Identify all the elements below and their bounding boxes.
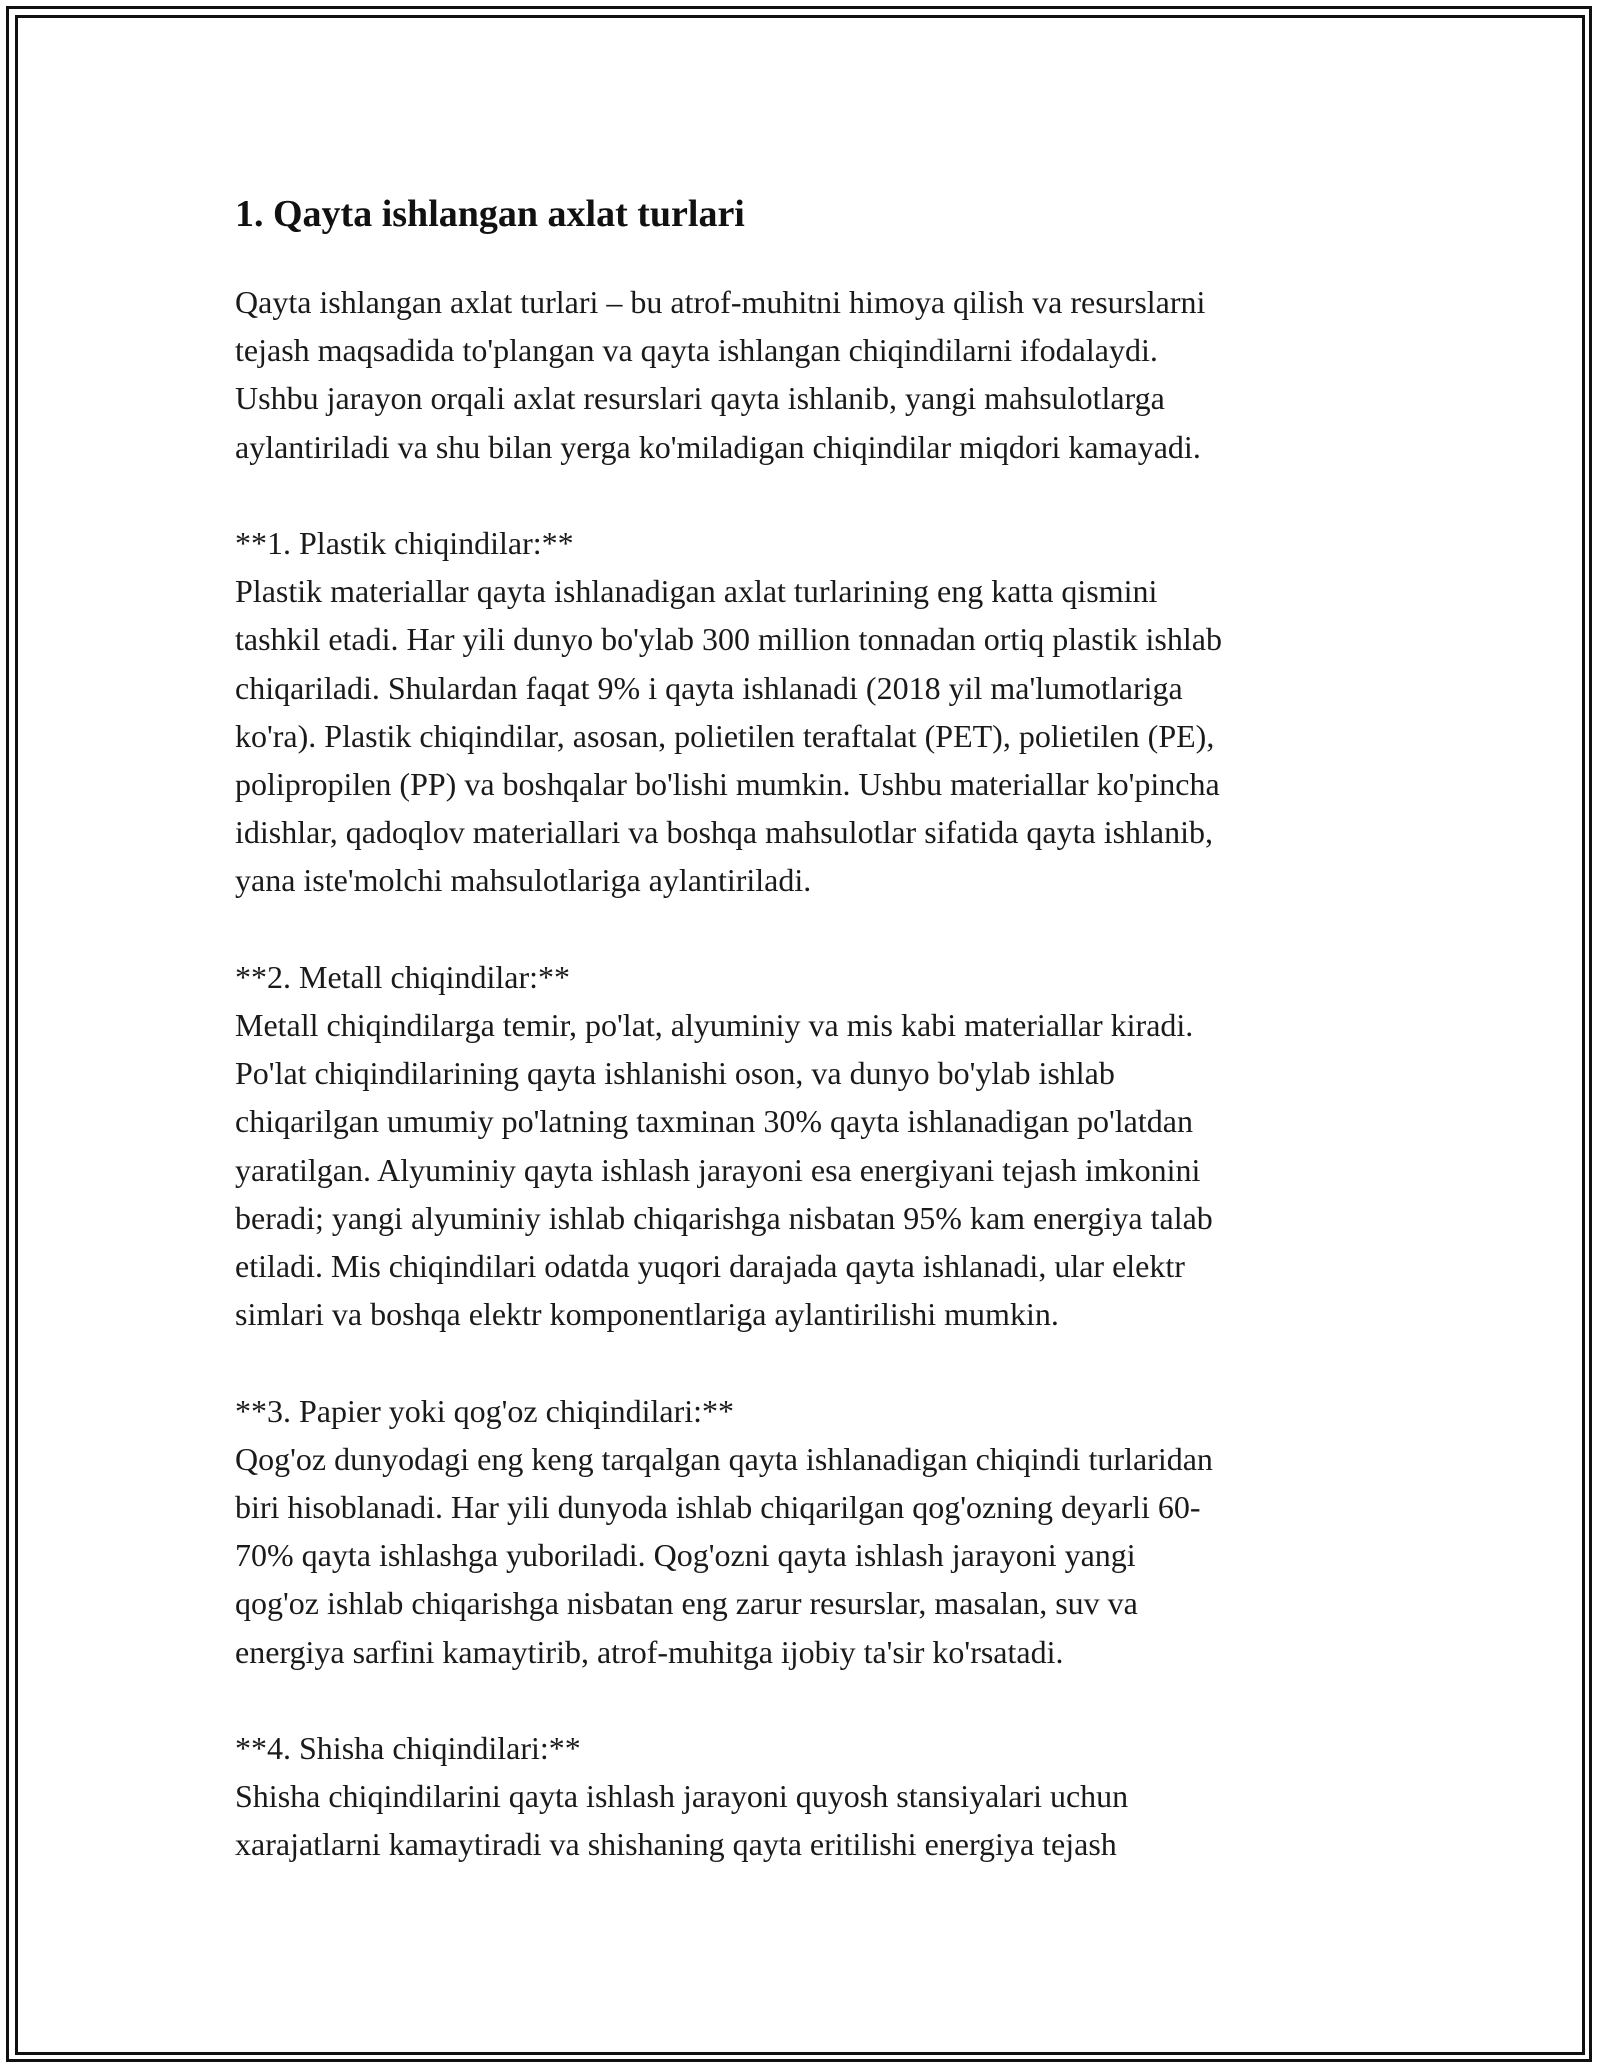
paragraph-gap [235, 905, 1385, 953]
paragraph-gap [235, 1676, 1385, 1724]
paragraph-gap [235, 471, 1385, 519]
section-line: yaratilgan. Alyuminiy qayta ishlash jarayoni esa energiyani tejash imkonini [235, 1151, 1201, 1188]
section-line: Metall chiqindilarga temir, po'lat, alyuminiy va mis kabi materiallar kiradi. [235, 1007, 1194, 1044]
section-line: Qog'oz dunyodagi eng keng tarqalgan qayta ishlanadigan chiqindi turlaridan [235, 1440, 1213, 1477]
section-line: yana iste'molchi mahsulotlariga aylantiriladi. [235, 862, 812, 899]
section-line: idishlar, qadoqlov materiallari va boshqa mahsulotlar sifatida qayta ishlanib, [235, 814, 1214, 851]
section-shisha [235, 1724, 1385, 1869]
section-line: 70% qayta ishlashga yuboriladi. Qog'ozni qayta ishlash jarayoni yangi [235, 1537, 1136, 1574]
section-line: chiqariladi. Shulardan faqat 9% i qayta ishlanadi (2018 yil ma'lumotlariga [235, 669, 1183, 706]
section-line: simlari va boshqa elektr komponentlariga aylantirilishi mumkin. [235, 1296, 1059, 1333]
paragraph-gap [235, 1338, 1385, 1386]
section-line: beradi; yangi alyuminiy ishlab chiqarishga nisbatan 95% kam energiya talab [235, 1199, 1213, 1236]
section-line: xarajatlarni kamaytiradi va shishaning qayta eritilishi energiya tejash [235, 1826, 1117, 1863]
section-plastik [235, 519, 1385, 905]
section-line: Plastik materiallar qayta ishlanadigan axlat turlarining eng katta qismini [235, 573, 1158, 610]
section-heading: **4. Shisha chiqindilari:** [235, 1730, 581, 1767]
section-line: energiya sarfini kamaytirib, atrof-muhitga ijobiy ta'sir ko'rsatadi. [235, 1633, 1064, 1670]
intro-line: aylantiriladi va shu bilan yerga ko'miladigan chiqindilar miqdori kamayadi. [235, 428, 1201, 465]
section-line: Shisha chiqindilarini qayta ishlash jarayoni quyosh stansiyalari uchun [235, 1778, 1129, 1815]
section-line: tashkil etadi. Har yili dunyo bo'ylab 300 million tonnadan ortiq plastik ishlab [235, 621, 1222, 658]
page-title: 1. Qayta ishlangan axlat turlari [235, 193, 745, 235]
section-line: biri hisoblanadi. Har yili dunyoda ishlab chiqarilgan qog'ozning deyarli 60- [235, 1489, 1201, 1526]
intro-line: Qayta ishlangan axlat turlari – bu atrof-muhitni himoya qilish va resurslarni [235, 284, 1206, 320]
section-heading: **3. Papier yoki qog'oz chiqindilari:** [235, 1392, 735, 1429]
section-line: etiladi. Mis chiqindilari odatda yuqori darajada qayta ishlanadi, ular elektr [235, 1248, 1185, 1285]
section-line: ko'ra). Plastik chiqindilar, asosan, polietilen teraftalat (PET), polietilen (PE), [235, 717, 1215, 754]
section-heading: **2. Metall chiqindilar:** [235, 958, 571, 995]
section-line: Po'lat chiqindilarining qayta ishlanishi oson, va dunyo bo'ylab ishlab [235, 1055, 1115, 1092]
section-line: polipropilen (PP) va boshqalar bo'lishi mumkin. Ushbu materiallar ko'pincha [235, 766, 1220, 803]
section-line: qog'oz ishlab chiqarishga nisbatan eng zarur resurslar, masalan, suv va [235, 1585, 1138, 1622]
document-body [235, 186, 1385, 1869]
intro-paragraph [235, 278, 1385, 471]
section-metall [235, 953, 1385, 1339]
section-qogoz [235, 1387, 1385, 1676]
intro-line: Ushbu jarayon orqali axlat resurslari qayta ishlanib, yangi mahsulotlarga [235, 380, 1165, 417]
intro-line: tejash maqsadida to'plangan va qayta ishlangan chiqindilarni ifodalaydi. [235, 332, 1158, 369]
section-line: chiqarilgan umumiy po'latning taxminan 30% qayta ishlanadigan po'latdan [235, 1103, 1193, 1140]
section-heading: **1. Plastik chiqindilar:** [235, 525, 574, 561]
